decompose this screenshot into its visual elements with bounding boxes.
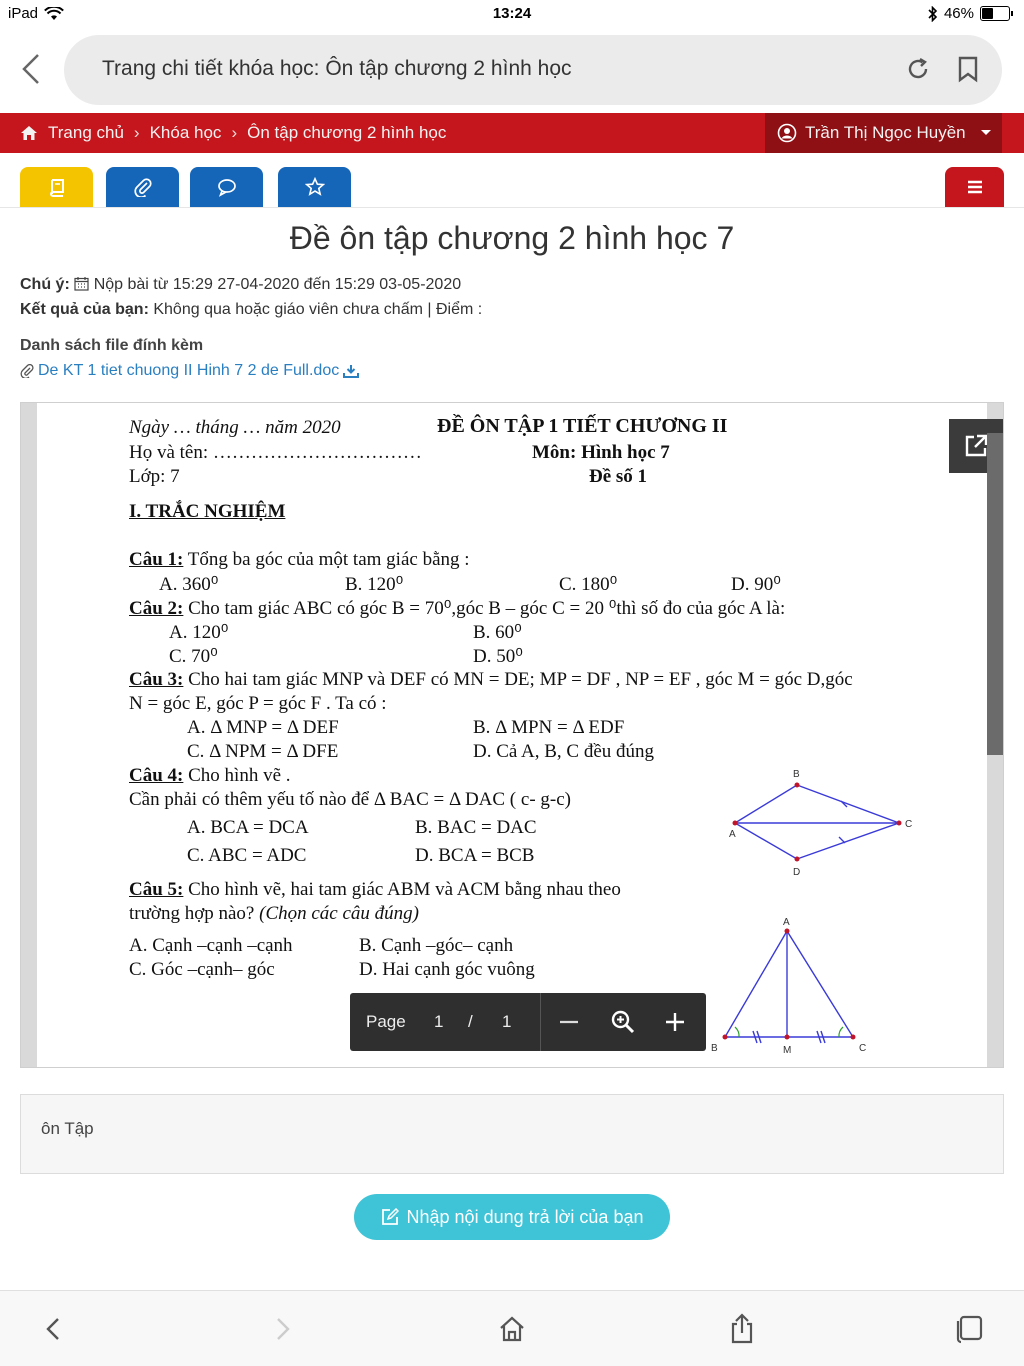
battery-icon [980, 6, 1010, 21]
q4-option-a: A. BCA = DCA [187, 817, 309, 838]
reload-icon[interactable] [904, 55, 932, 83]
enter-answer-button[interactable] [354, 1194, 670, 1240]
breadcrumb [20, 123, 446, 143]
document-page [37, 403, 987, 1068]
result-label: Kết quả của bạn: [20, 301, 149, 318]
zoom-search-icon[interactable] [610, 1009, 636, 1035]
tab-favorite[interactable] [278, 167, 351, 207]
q5-text-line2 [129, 903, 419, 925]
figure-quadrilateral [723, 763, 923, 883]
book-icon [47, 177, 67, 197]
breadcrumb-home[interactable]: Trang chủ [48, 123, 124, 142]
download-icon[interactable] [343, 364, 359, 378]
edit-icon [381, 1208, 399, 1226]
q3-text-line2: N = góc E, góc P = góc F . Ta có : [129, 693, 387, 714]
fig2-label-c: C [859, 1043, 867, 1054]
paperclip-icon [20, 364, 34, 378]
q3-option-c: C. Δ NPM = Δ DFE [187, 741, 339, 762]
star-icon [305, 177, 325, 197]
note-label: Chú ý: [20, 276, 70, 293]
fig1-label-b: B [793, 769, 800, 780]
tab-comments[interactable] [190, 167, 263, 207]
url-field[interactable] [64, 35, 1002, 105]
q5-option-a: A. Cạnh –cạnh –cạnh [129, 935, 293, 956]
deadline-text: Nộp bài từ 15:29 27-04-2020 đến 15:29 03-05-2020 [93, 276, 462, 293]
fig1-label-a: A [729, 829, 736, 840]
document-viewer[interactable] [20, 402, 1004, 1068]
attachments-heading: Danh sách file đính kèm [20, 337, 204, 354]
page-total: 1 [502, 1012, 512, 1031]
home-icon[interactable] [494, 1311, 530, 1347]
viewer-scrollbar[interactable] [987, 433, 1003, 755]
home-icon [20, 125, 38, 141]
nav-back-icon[interactable] [36, 1311, 72, 1347]
address-bar [0, 28, 1024, 112]
assignment-meta [20, 272, 482, 322]
q2-option-d: D. 50⁰ [473, 646, 523, 667]
page-separator: / [468, 1012, 473, 1031]
bookmark-icon[interactable] [956, 55, 980, 83]
browser-bottom-toolbar [0, 1290, 1024, 1366]
fig2-label-m: M [783, 1045, 792, 1056]
zoom-in-icon[interactable] [664, 1011, 686, 1033]
q2-option-a: A. 120⁰ [169, 622, 229, 643]
q4-text: Cho hình vẽ . [183, 765, 291, 786]
q2-option-c: C. 70⁰ [169, 646, 218, 667]
q1-text: Tổng ba góc của một tam giác bằng : [183, 549, 470, 570]
q5-option-d: D. Hai cạnh góc vuông [359, 959, 535, 980]
device-name: iPad [8, 5, 39, 22]
page-title-url: Trang chi tiết khóa học: Ôn tập chương 2 hình học [102, 57, 572, 80]
battery-fill [982, 8, 993, 19]
tab-lesson[interactable] [20, 167, 93, 207]
nav-forward-icon[interactable] [264, 1311, 300, 1347]
user-menu[interactable] [765, 113, 1002, 153]
doc-q3 [129, 669, 853, 691]
breadcrumb-separator: › [231, 123, 238, 142]
q5-label: Câu 5: [129, 879, 184, 900]
doc-q5 [129, 879, 621, 901]
q5-option-b: B. Cạnh –góc– cạnh [359, 935, 514, 956]
doc-exam-number: Đề số 1 [589, 466, 648, 487]
answer-text: ôn Tập [41, 1119, 94, 1138]
q3-label: Câu 3: [129, 669, 184, 690]
doc-q1 [129, 549, 470, 571]
bluetooth-icon [928, 6, 938, 22]
fig1-label-c: C [905, 819, 913, 830]
share-icon[interactable] [724, 1311, 760, 1347]
comment-icon [217, 177, 237, 197]
q3-text: Cho hai tam giác MNP và DEF có MN = DE; MP = DF , NP = EF , góc M = góc D,góc [183, 669, 853, 690]
page-current[interactable]: 1 [434, 1012, 444, 1031]
q1-option-c: C. 180⁰ [559, 574, 618, 595]
doc-name-line: Họ và tên: …………………………… [129, 442, 422, 463]
q2-option-b: B. 60⁰ [473, 622, 522, 643]
q2-label: Câu 2: [129, 598, 184, 619]
fig2-label-a: A [783, 917, 790, 928]
zoom-out-icon[interactable] [558, 1012, 580, 1032]
q3-option-b: B. Δ MPN = Δ EDF [473, 717, 625, 738]
hamburger-icon [965, 177, 985, 197]
user-name: Trần Thị Ngọc Huyền [805, 123, 966, 142]
q3-option-d: D. Cả A, B, C đều đúng [473, 741, 655, 762]
doc-class-line: Lớp: 7 [129, 466, 180, 487]
doc-header-title: ĐỀ ÔN TẬP 1 TIẾT CHƯƠNG II [437, 415, 728, 437]
course-tabs [0, 153, 1024, 208]
result-text: Không qua hoặc giáo viên chưa chấm | Điểm : [153, 301, 483, 318]
q5-hint: (Chọn các câu đúng) [254, 903, 420, 924]
q4-option-d: D. BCA = BCB [415, 845, 535, 866]
tab-attachments[interactable] [106, 167, 179, 207]
clock: 13:24 [492, 5, 532, 22]
attachment-filename: De KT 1 tiet chuong II Hinh 7 2 de Full.doc [38, 362, 340, 379]
q1-label: Câu 1: [129, 549, 184, 570]
q2-text: Cho tam giác ABC có góc B = 70⁰,góc B – góc C = 20 ⁰thì số đo của góc A là: [183, 598, 786, 619]
fig2-label-b: B [711, 1043, 718, 1054]
doc-section-heading: I. TRẮC NGHIỆM [129, 501, 286, 522]
page-controls [350, 993, 706, 1051]
answer-textbox[interactable] [20, 1094, 1004, 1174]
paperclip-icon [133, 177, 153, 197]
q1-option-b: B. 120⁰ [345, 574, 404, 595]
q5-option-c: C. Góc –cạnh– góc [129, 959, 275, 980]
breadcrumb-courses[interactable]: Khóa học [149, 123, 222, 142]
breadcrumb-separator: › [133, 123, 140, 142]
enter-answer-label: Nhập nội dung trả lời của bạn [406, 1206, 644, 1227]
user-circle-icon [777, 123, 797, 143]
external-link-icon [963, 433, 989, 459]
menu-button[interactable] [945, 167, 1004, 207]
attachments [20, 333, 359, 383]
q4-option-b: B. BAC = DAC [415, 817, 537, 838]
battery-percent: 46% [943, 5, 974, 22]
q1-option-d: D. 90⁰ [731, 574, 781, 595]
q1-option-a: A. 360⁰ [159, 574, 219, 595]
breadcrumb-bar [0, 113, 1024, 153]
caret-down-icon [980, 129, 992, 137]
figure-triangle [707, 917, 877, 1067]
q4-label: Câu 4: [129, 765, 184, 786]
page-title: Đề ôn tập chương 2 hình học 7 [289, 220, 735, 256]
page-label: Page [366, 1012, 406, 1031]
calendar-icon [74, 276, 89, 291]
tabs-icon[interactable] [952, 1311, 988, 1347]
doc-subject: Môn: Hình học 7 [532, 442, 670, 463]
q5-text-line2-main: trường hợp nào? [129, 903, 255, 924]
doc-q4 [129, 765, 291, 787]
browser-back-icon[interactable] [20, 52, 42, 86]
breadcrumb-current[interactable]: Ôn tập chương 2 hình học [247, 123, 447, 142]
status-bar [0, 0, 1024, 28]
pager-divider [540, 993, 541, 1051]
q4-text-line2: Cần phải có thêm yếu tố nào để Δ BAC = Δ DAC ( c- g-c) [129, 789, 571, 810]
doc-q2 [129, 597, 785, 620]
doc-date-line: Ngày … tháng … năm 2020 [129, 417, 341, 438]
q4-option-c: C. ABC = ADC [187, 845, 307, 866]
fig1-label-d: D [793, 867, 801, 878]
attachment-link[interactable] [20, 358, 359, 383]
q3-option-a: A. Δ MNP = Δ DEF [187, 717, 339, 738]
q5-text: Cho hình vẽ, hai tam giác ABM và ACM bằng nhau theo [183, 879, 621, 900]
